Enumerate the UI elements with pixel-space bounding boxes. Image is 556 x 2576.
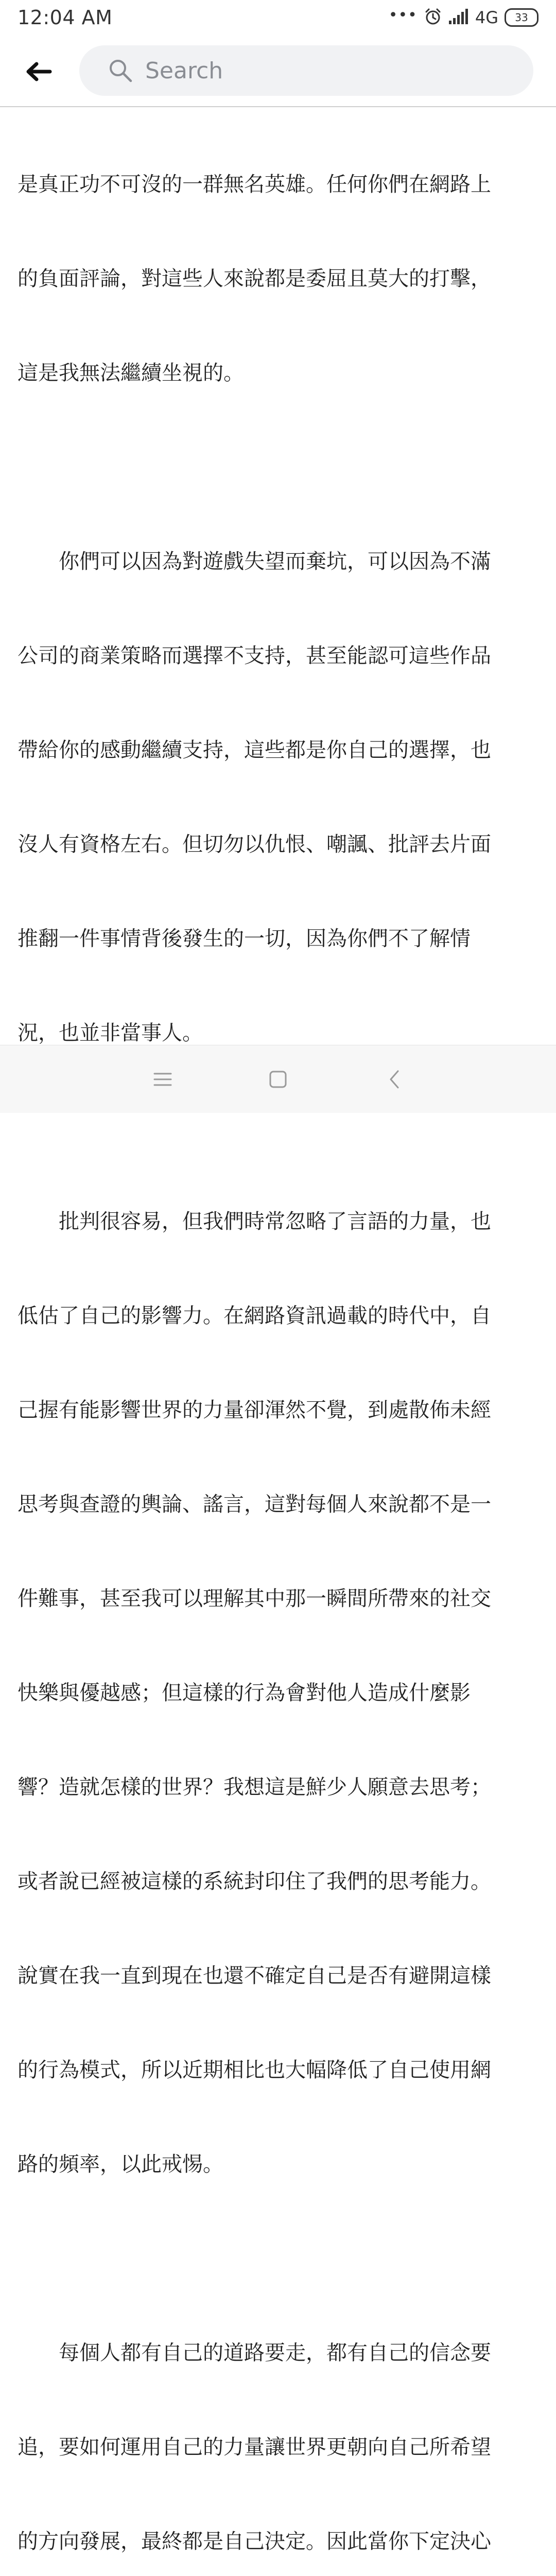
home-button[interactable]: [265, 1066, 291, 1093]
paragraph-line: 或者說已經被這樣的系統封印住了我們的思考能力。: [18, 1870, 491, 1893]
paragraph-line: 思考與查證的輿論、謠言，這對每個人來說都不是一: [18, 1493, 491, 1516]
search-box[interactable]: [79, 45, 533, 96]
article-paragraph: [18, 2275, 538, 2576]
status-time: 12:04 AM: [18, 6, 113, 29]
paragraph-line: 推翻一件事情背後發生的一切，因為你們不了解情: [18, 927, 471, 951]
paragraph-line: 己握有能影響世界的力量卻渾然不覺，到處散佈未經: [18, 1398, 491, 1422]
search-icon: [107, 57, 134, 84]
back-nav-button[interactable]: [381, 1066, 408, 1093]
paragraph-line: 快樂與優越感；但這樣的行為會對他人造成什麼影: [18, 1681, 471, 1705]
paragraph-line: 帶給你的感動繼續支持，這些都是你自己的選擇，也: [18, 738, 491, 762]
paragraph-line: 的行為模式，所以近期相比也大幅降低了自己使用網: [18, 2058, 491, 2082]
paragraph-line: 你們可以因為對遊戲失望而棄坑，可以因為不滿: [18, 550, 491, 573]
battery-level: 33: [505, 8, 538, 27]
search-input[interactable]: [145, 58, 506, 84]
back-arrow-icon: [25, 61, 52, 82]
article-paragraph: [18, 1143, 538, 2243]
article-content: [18, 106, 538, 2553]
paragraph-line: 路的頻率，以此戒惕。: [18, 2153, 223, 2176]
status-icons: [389, 7, 538, 28]
paragraph-line: 公司的商業策略而選擇不支持，甚至能認可這些作品: [18, 644, 491, 668]
paragraph-line: 低估了自己的影響力。在網路資訊過載的時代中，自: [18, 1304, 491, 1328]
article-paragraph: [18, 106, 538, 452]
back-chevron-icon: [387, 1069, 402, 1090]
paragraph-line: 件難事，甚至我可以理解其中那一瞬間所帶來的社交: [18, 1587, 491, 1611]
back-button[interactable]: [21, 54, 57, 90]
paragraph-line: 每個人都有自己的道路要走，都有自己的信念要: [18, 2341, 491, 2365]
network-type: 4G: [475, 8, 498, 27]
paragraph-line: 沒人有資格左右。但切勿以仇恨、嘲諷、批評去片面: [18, 833, 491, 856]
status-bar: [0, 0, 556, 36]
menu-button[interactable]: [149, 1066, 176, 1093]
home-square-icon: [269, 1070, 287, 1089]
more-dots-icon: •••: [388, 6, 418, 24]
paragraph-line: 這是我無法繼續坐視的。: [18, 361, 244, 385]
paragraph-line: 響？造就怎樣的世界？我想這是鮮少人願意去思考；: [18, 1775, 491, 1799]
paragraph-line: 說實在我一直到現在也還不確定自己是否有避開這樣: [18, 1964, 491, 1988]
paragraph-line: 追，要如何運用自己的力量讓世界更朝向自己所希望: [18, 2435, 491, 2459]
battery-icon: [505, 8, 538, 27]
paragraph-line: 是真正功不可沒的一群無名英雄。任何你們在網路上: [18, 173, 491, 196]
signal-icon: [448, 8, 469, 27]
menu-icon: [153, 1072, 172, 1087]
paragraph-line: 批判很容易，但我們時常忽略了言語的力量，也: [18, 1210, 491, 1233]
system-nav-bar: [0, 1045, 556, 1113]
paragraph-line: 的負面評論，對這些人來說都是委屈且莫大的打擊，: [18, 267, 491, 291]
paragraph-line: 況，也並非當事人。: [18, 1021, 203, 1045]
app-bar: [0, 36, 556, 107]
alarm-icon: [424, 7, 442, 28]
article-paragraph: [18, 483, 538, 1112]
paragraph-line: 的方向發展，最終都是自己決定。因此當你下定決心: [18, 2530, 491, 2553]
